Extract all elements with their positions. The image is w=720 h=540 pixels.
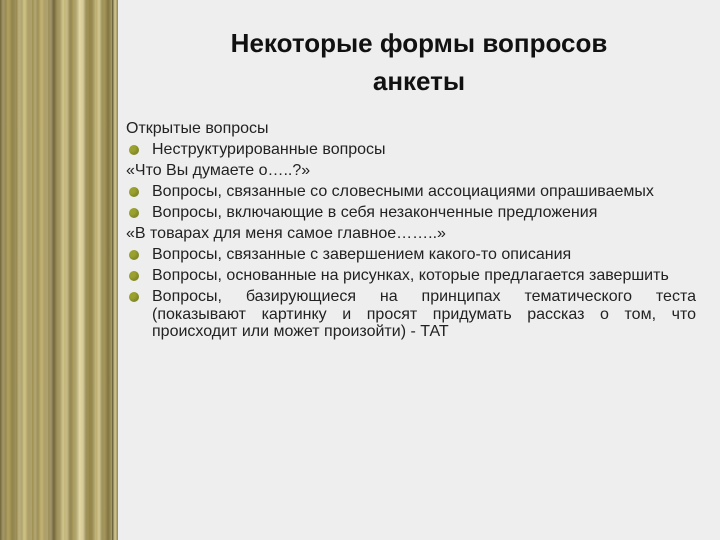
list-item-text: Вопросы, базирующиеся на принципах тематического теста (показывают картинку и просят придумать рассказ о том, что происходит или может произойти) - ТАТ — [152, 288, 696, 340]
bullet-icon — [129, 250, 139, 260]
slide — [118, 0, 720, 540]
example-quote: «В товарах для меня самое главное……..» — [126, 225, 446, 242]
list-item-text: Вопросы, основанные на рисунках, которые предлагается завершить — [152, 267, 669, 284]
decorative-gold-band — [0, 0, 118, 540]
list-item-text: Вопросы, связанные со словесными ассоциациями опрашиваемых — [152, 183, 654, 200]
title-line-2: анкеты — [372, 66, 466, 96]
list-item — [126, 183, 696, 201]
example-quote: «Что Вы думаете о…..?» — [126, 162, 311, 179]
list-item-text: Неструктурированные вопросы — [152, 141, 386, 158]
slide-body — [126, 120, 696, 344]
bullet-icon — [129, 187, 139, 197]
bullet-icon — [129, 271, 139, 281]
list-item-text: Вопросы, включающие в себя незаконченные предложения — [152, 204, 598, 221]
bullet-icon — [129, 292, 139, 302]
slide-title — [118, 24, 720, 100]
list-item — [126, 246, 696, 264]
list-item — [126, 141, 696, 159]
list-item — [126, 288, 696, 341]
list-item-text: Вопросы, связанные с завершением какого-то описания — [152, 246, 572, 263]
bullet-icon — [129, 208, 139, 218]
list-item — [126, 204, 696, 222]
section-heading-open-questions: Открытые вопросы — [126, 120, 269, 137]
title-line-1: Некоторые формы вопросов — [230, 28, 608, 58]
list-item — [126, 267, 696, 285]
bullet-icon — [129, 145, 139, 155]
